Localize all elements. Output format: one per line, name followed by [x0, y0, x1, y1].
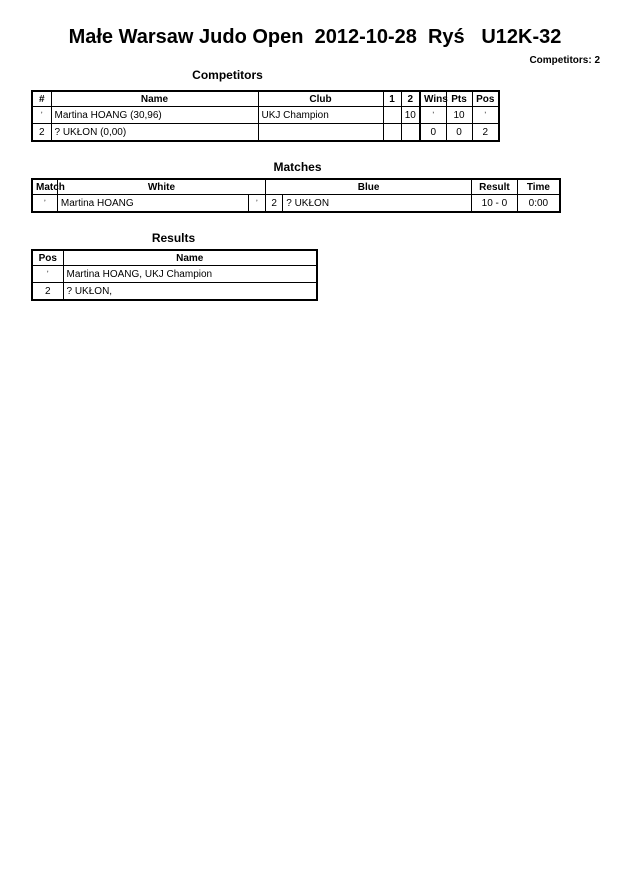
cell-name: ? UKŁON (0,00)	[51, 124, 258, 142]
col-round-2: 2	[401, 91, 420, 107]
cell-name: Martina HOANG, UKJ Champion	[63, 266, 317, 283]
col-name: Name	[51, 91, 258, 107]
cell-wins: 0	[420, 124, 446, 142]
competitors-table	[31, 90, 500, 142]
cell-name: Martina HOANG (30,96)	[51, 107, 258, 124]
col-time: Time	[517, 179, 560, 195]
page-title: Małe Warsaw Judo Open 2012-10-28 Ryś U12K-32	[68, 26, 562, 48]
cell-round-2: 10	[401, 107, 420, 124]
col-name: Name	[63, 250, 317, 266]
col-club: Club	[258, 91, 383, 107]
results-section-title: Results	[151, 231, 196, 245]
cell-num: ʼ	[32, 107, 51, 124]
matches-header-row	[32, 179, 560, 195]
cell-pos: 2	[472, 124, 499, 142]
col-match: Match	[32, 179, 57, 195]
competitors-section-title: Competitors	[192, 68, 263, 82]
col-wins: Wins	[420, 91, 446, 107]
table-row	[32, 266, 317, 283]
results-header-row	[32, 250, 317, 266]
cell-result: 10 - 0	[472, 195, 518, 213]
results-table	[31, 249, 318, 301]
cell-name: ? UKŁON,	[63, 283, 317, 301]
cell-pts: 0	[446, 124, 472, 142]
cell-club	[258, 124, 383, 142]
matches-table	[31, 178, 561, 213]
cell-match: ʼ	[32, 195, 57, 213]
cell-num: 2	[32, 124, 51, 142]
cell-time: 0:00	[517, 195, 560, 213]
col-blue: Blue	[266, 179, 472, 195]
competitors-header-row	[32, 91, 499, 107]
cell-wins: ʼ	[420, 107, 446, 124]
cell-club: UKJ Champion	[258, 107, 383, 124]
cell-white-num: ʼ	[248, 195, 265, 213]
col-pos: Pos	[472, 91, 499, 107]
cell-pts: 10	[446, 107, 472, 124]
col-pts: Pts	[446, 91, 472, 107]
cell-blue-num: 2	[266, 195, 283, 213]
matches-section-title: Matches	[273, 160, 322, 174]
cell-round-1	[383, 124, 401, 142]
col-round-1: 1	[383, 91, 401, 107]
cell-pos: 2	[32, 283, 63, 301]
cell-blue: ? UKŁON	[283, 195, 472, 213]
table-row	[32, 107, 499, 124]
table-row	[32, 124, 499, 142]
cell-round-2	[401, 124, 420, 142]
cell-pos: ʼ	[32, 266, 63, 283]
col-result: Result	[472, 179, 518, 195]
col-pos: Pos	[32, 250, 63, 266]
cell-pos: ʼ	[472, 107, 499, 124]
table-row	[32, 195, 560, 213]
cell-round-1	[383, 107, 401, 124]
table-row	[32, 283, 317, 301]
cell-white: Martina HOANG	[57, 195, 248, 213]
col-num: #	[32, 91, 51, 107]
col-white: White	[57, 179, 265, 195]
competitors-count: Competitors: 2	[529, 55, 600, 66]
